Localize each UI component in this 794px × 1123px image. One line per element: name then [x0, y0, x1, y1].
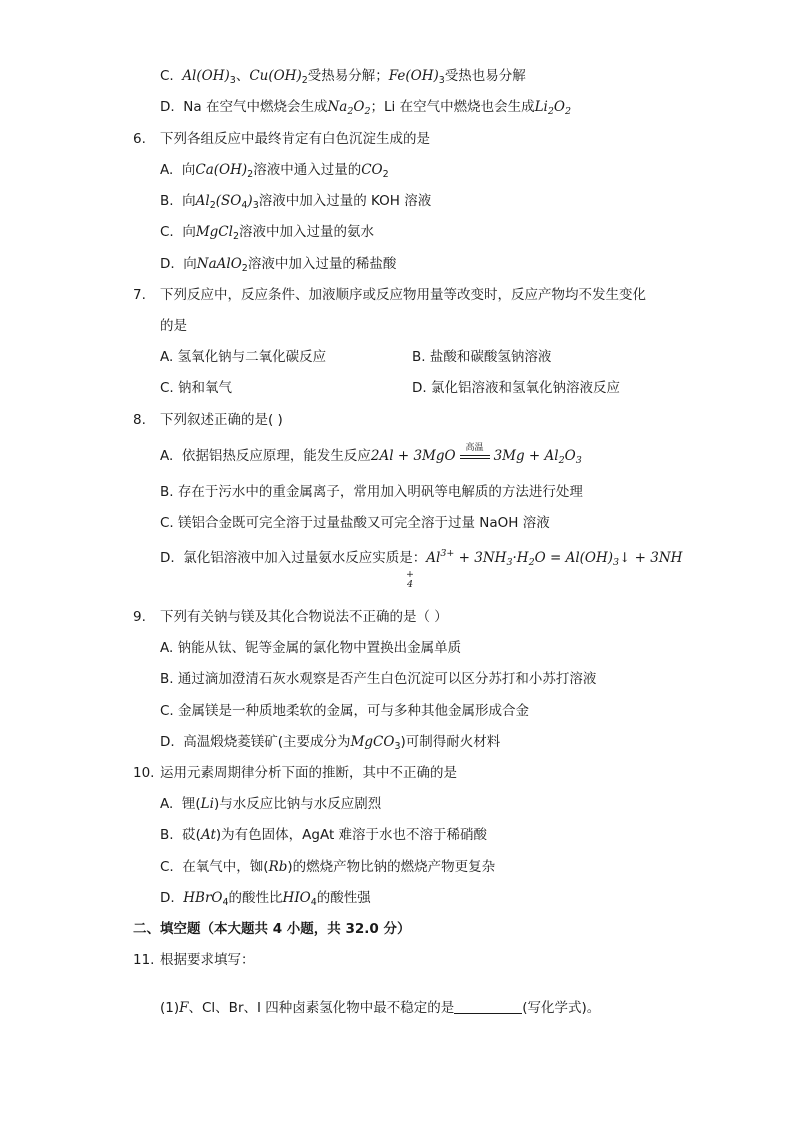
- q8-number: 8.: [133, 412, 146, 428]
- q10-number: 10.: [133, 765, 155, 781]
- q9-option-a: A. 钠能从钛、铌等金属的氯化物中置换出金属单质: [160, 640, 462, 656]
- q7-option-b: B. 盐酸和碳酸氢钠溶液: [412, 349, 552, 365]
- q11-part1-answer-blank[interactable]: [454, 998, 522, 1014]
- q6-option-a: A. 向$Ca(OH)_2$溶液中通入过量的$CO_2$: [160, 162, 389, 180]
- q6-number: 6.: [133, 131, 146, 147]
- q7-option-d: D. 氯化铝溶液和氢氧化钠溶液反应: [412, 380, 620, 396]
- q7-number: 7.: [133, 287, 146, 303]
- q5-option-c: C. $Al(OH)_3$、$Cu(OH)_2$受热易分解；$Fe(OH)_3$受热也易分解: [160, 68, 526, 86]
- q6-option-c: C. 向MgCl$_2$溶液中加入过量的氨水: [160, 224, 374, 242]
- q8-option-d-wrap-charge: + 4: [406, 569, 414, 590]
- q11-stem: 根据要求填写：: [160, 952, 255, 968]
- q9-option-c: C. 金属镁是一种质地柔软的金属，可与多种其他金属形成合金: [160, 703, 530, 719]
- q11-number: 11.: [133, 952, 155, 968]
- q7-stem-line1: 下列反应中，反应条件、加液顺序或反应物用量等改变时，反应产物均不发生变化: [160, 287, 646, 303]
- q9-option-b: B. 通过滴加澄清石灰水观察是否产生白色沉淀可以区分苏打和小苏打溶液: [160, 671, 597, 687]
- q8-option-c: C. 镁铝合金既可完全溶于过量盐酸又可完全溶于过量 NaOH 溶液: [160, 515, 550, 531]
- q7-stem-line2: 的是: [160, 318, 187, 334]
- q10-option-a: A. 锂(Li)与水反应比钠与水反应剧烈: [160, 796, 382, 812]
- q6-option-b: B. 向$Al_2(SO_4)_3$溶液中加入过量的 KOH 溶液: [160, 193, 432, 211]
- q8-option-a: A. 依据铝热反应原理，能发生反应2Al + 3MgO 高温 $3Mg + Al_2O_3$: [160, 443, 582, 466]
- q10-option-d: D. HBrO$_4$的酸性比$HIO_4$的酸性强: [160, 890, 371, 908]
- q8-option-d: D. 氯化铝溶液中加入过量氨水反应实质是：$Al^{3+} + 3NH_3\cdot H_2O$ = $Al(OH)_3↓ + 3NH$: [160, 548, 683, 568]
- q9-number: 9.: [133, 609, 146, 625]
- q8-option-b: B. 存在于污水中的重金属离子，常用加入明矾等电解质的方法进行处理: [160, 484, 583, 500]
- q7-option-a: A. 氢氧化钠与二氧化碳反应: [160, 349, 327, 365]
- q10-stem: 运用元素周期律分析下面的推断，其中不正确的是: [160, 765, 457, 781]
- q6-stem: 下列各组反应中最终肯定有白色沉淀生成的是: [160, 131, 430, 147]
- q8-stem: 下列叙述正确的是( ): [160, 412, 283, 428]
- q10-option-b: B. 砹(At)为有色固体，AgAt 难溶于水也不溶于稀硝酸: [160, 827, 488, 843]
- q10-option-c: C. 在氧气中，铷(Rb)的燃烧产物比钠的燃烧产物更复杂: [160, 859, 496, 875]
- q5-option-d: D. Na 在空气中燃烧会生成$Na_2O_2$；Li 在空气中燃烧也会生成$Li_2O_2$: [160, 99, 572, 117]
- q9-option-d: D. 高温煅烧菱镁矿(主要成分为MgCO$_3$)可制得耐火材料: [160, 734, 501, 752]
- reaction-condition-sign: 高温: [460, 446, 490, 466]
- q6-option-d: D. 向NaAlO$_2$溶液中加入过量的稀盐酸: [160, 256, 397, 274]
- section-heading-fill-in: 二、填空题（本大题共 4 小题，共 32.0 分）: [133, 921, 411, 937]
- q7-option-c: C. 钠和氧气: [160, 380, 233, 396]
- q9-stem: 下列有关钠与镁及其化合物说法不正确的是（ ）: [160, 609, 448, 625]
- q11-part1: (1)F、Cl、Br、I 四种卤素氢化物中最不稳定的是 (写化学式)。: [160, 1000, 601, 1016]
